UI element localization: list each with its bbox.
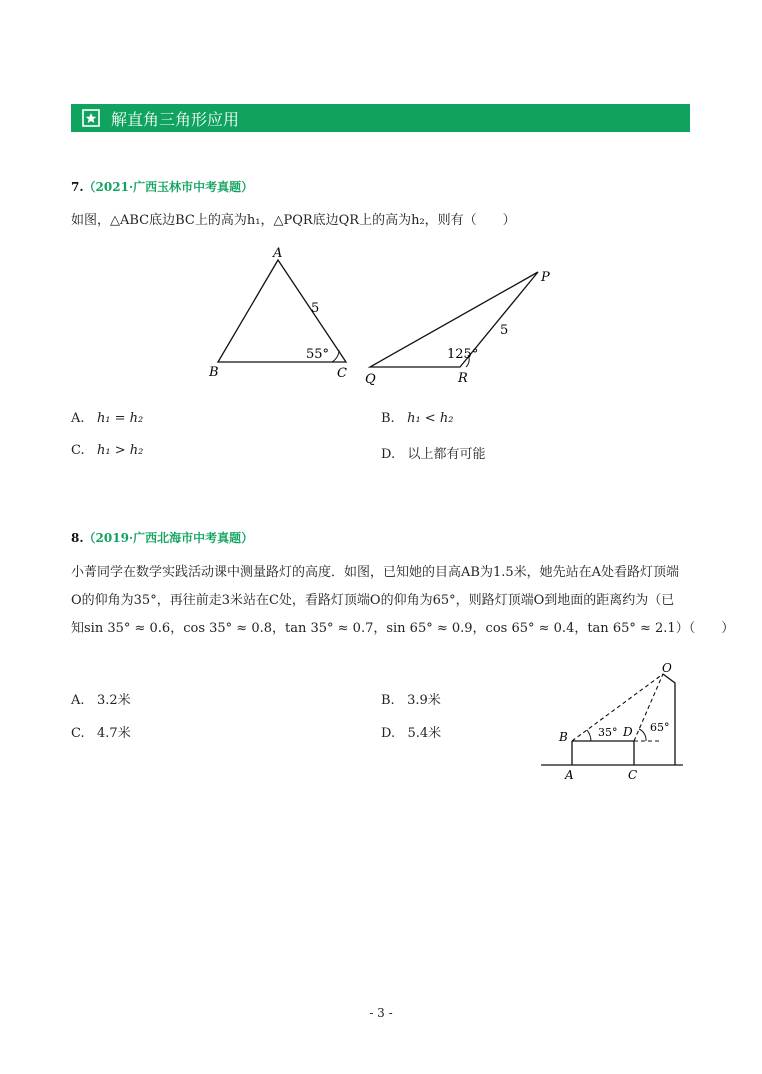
angle-arc-b xyxy=(587,730,591,741)
q7-stem: 如图，△ABC底边BC上的高为h₁，△PQR底边QR上的高为h₂，则有（ ） xyxy=(71,213,516,228)
option-text: 3.2米 xyxy=(96,693,131,708)
option-key: D. xyxy=(381,726,396,741)
option-key: B. xyxy=(381,411,395,426)
option-text: h₁ = h₂ xyxy=(96,411,144,426)
q7-figure xyxy=(200,240,570,390)
option-text: 以上都有可能 xyxy=(407,447,486,462)
option-key: B. xyxy=(381,693,395,708)
label-r: R xyxy=(458,371,468,386)
angle-label-65: 65° xyxy=(650,721,670,734)
q8-option-c xyxy=(71,722,131,741)
q7-option-c xyxy=(71,443,143,458)
star-bookmark-icon xyxy=(81,108,101,128)
label-b: B xyxy=(209,365,219,380)
section-header xyxy=(71,104,690,132)
section-title: 解直角三角形应用 xyxy=(111,109,240,129)
q8-stem-line-2: O的仰角为35°，再往前走3米站在C处，看路灯顶端O的仰角为65°，则路灯顶端O到地面的距离约为（已 xyxy=(71,593,675,608)
label-a: A xyxy=(565,768,574,782)
q7-header xyxy=(71,176,253,195)
angle-label-r: 125° xyxy=(447,347,479,362)
option-key: C. xyxy=(71,443,85,458)
option-text: h₁ > h₂ xyxy=(97,443,144,458)
q8-figure xyxy=(535,655,695,785)
angle-label-c: 55° xyxy=(306,347,330,362)
side-label-pr: 5 xyxy=(500,323,509,338)
option-text: 4.7米 xyxy=(97,726,131,741)
label-p: P xyxy=(541,270,550,285)
option-text: 3.9米 xyxy=(407,693,441,708)
option-key: D. xyxy=(381,447,396,462)
option-text: h₁ < h₂ xyxy=(407,411,454,426)
q8-option-a xyxy=(71,689,131,708)
q8-stem-line-1: 小菁同学在数学实践活动课中测量路灯的高度．如图，已知她的目高AB为1.5米，她先站在A处看路灯顶端 xyxy=(71,565,680,580)
label-d: D xyxy=(623,725,633,739)
q7-number: 7. xyxy=(71,180,84,194)
label-o: O xyxy=(662,661,672,675)
lamp-post xyxy=(663,674,675,765)
angle-arc-c xyxy=(332,350,339,362)
side-label-ac: 5 xyxy=(311,301,320,316)
angle-label-35: 35° xyxy=(598,726,618,739)
q8-stem-line-3: 知sin 35° ≈ 0.6，cos 35° ≈ 0.8，tan 35° ≈ 0.7，sin 65° ≈ 0.9，cos 65° ≈ 0.4，tan 65° ≈ 2.1）（ ） xyxy=(71,621,735,636)
option-key: A. xyxy=(71,411,85,426)
q8-source: （2019·广西北海市中考真题） xyxy=(83,531,254,545)
q8-option-b xyxy=(381,689,441,708)
label-q: Q xyxy=(365,372,376,387)
label-c: C xyxy=(337,366,347,381)
q7-option-b xyxy=(381,411,453,426)
option-text: 5.4米 xyxy=(407,726,442,741)
q8-number: 8. xyxy=(71,531,84,545)
q8-option-d xyxy=(381,722,441,741)
q7-option-a xyxy=(71,411,143,426)
q7-source: （2021·广西玉林市中考真题） xyxy=(83,180,254,194)
q8-header xyxy=(71,527,253,546)
label-c: C xyxy=(628,768,638,782)
option-key: C. xyxy=(71,726,85,741)
option-key: A. xyxy=(71,693,85,708)
angle-arc-d xyxy=(639,729,646,741)
label-b: B xyxy=(559,730,568,744)
q7-option-d xyxy=(381,443,486,462)
label-a: A xyxy=(273,246,283,261)
page-number: - 3 - xyxy=(369,1006,393,1020)
